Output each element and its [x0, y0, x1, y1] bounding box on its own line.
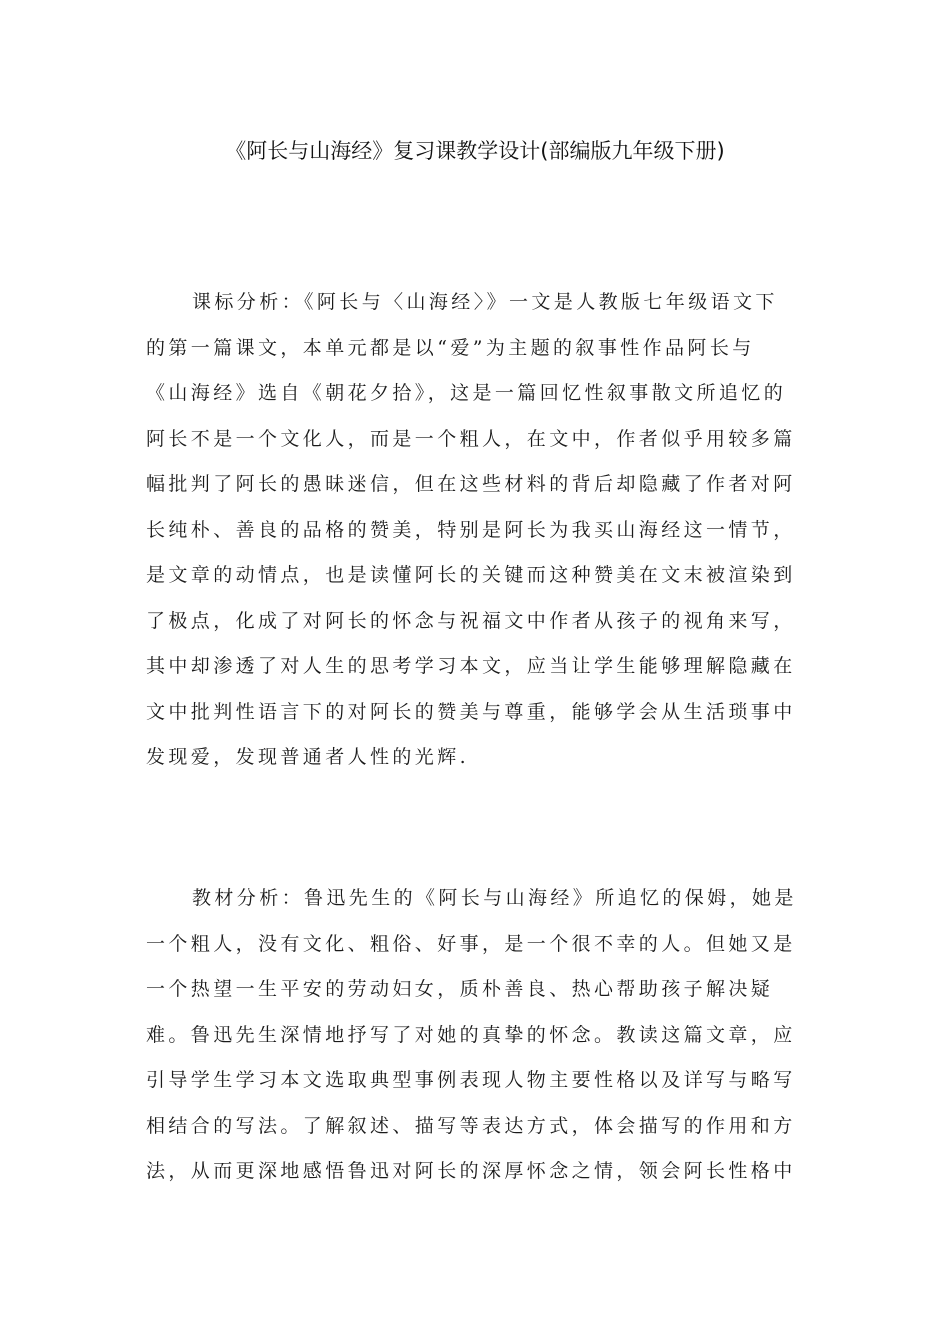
paragraph-textbook-analysis [146, 876, 806, 1195]
paragraph-line: 是文章的动情点，也是读懂阿长的关键而这种赞美在文末被渲染到 [146, 564, 796, 586]
paragraph-line: 文中批判性语言下的对阿长的赞美与尊重，能够学会从生活琐事中 [146, 700, 796, 723]
paragraph-line: 教材分析：鲁迅先生的《阿长与山海经》所追忆的保姆，她是 [192, 887, 797, 909]
paragraph-line: 《山海经》选自《朝花夕拾》，这是一篇回忆性叙事散文所追忆的 [146, 382, 787, 404]
paragraph-line: 课标分析：《阿长与〈山海经〉》一文是人教版七年级语文下 [192, 291, 778, 313]
paragraph-line: 法，从而更深地感悟鲁迅对阿长的深厚怀念之情，领会阿长性格中 [146, 1160, 796, 1182]
paragraph-line: 长纯朴、善良的品格的赞美，特别是阿长为我买山海经这一情节， [146, 518, 796, 541]
paragraph-curriculum-analysis [146, 280, 806, 781]
paragraph-line: 的第一篇课文，本单元都是以“爱”为主题的叙事性作品阿长与 [146, 336, 755, 359]
paragraph-line: 引导学生学习本文选取典型事例表现人物主要性格以及详写与略写 [146, 1069, 796, 1091]
paragraph-line: 相结合的写法。了解叙述、描写等表达方式，体会描写的作用和方 [146, 1114, 796, 1137]
paragraph-line: 一个热望一生平安的劳动妇女，质朴善良、热心帮助孩子解决疑 [146, 978, 774, 1000]
paragraph-line: 幅批判了阿长的愚昧迷信，但在这些材料的背后却隐藏了作者对阿 [146, 473, 796, 495]
document-title: 《阿长与山海经》复习课教学设计(部编版九年级下册) [225, 139, 725, 163]
paragraph-line: 发现爱，发现普通者人性的光辉. [146, 746, 470, 768]
paragraph-line: 一个粗人，没有文化、粗俗、好事，是一个很不幸的人。但她又是 [146, 932, 796, 955]
paragraph-line: 难。鲁迅先生深情地抒写了对她的真挚的怀念。教读这篇文章，应 [146, 1023, 796, 1046]
paragraph-line: 其中却渗透了对人生的思考学习本文，应当让学生能够理解隐藏在 [146, 655, 796, 677]
paragraph-line: 阿长不是一个文化人，而是一个粗人，在文中，作者似乎用较多篇 [146, 427, 796, 450]
paragraph-line: 了极点，化成了对阿长的怀念与祝福文中作者从孩子的视角来写， [146, 609, 796, 632]
